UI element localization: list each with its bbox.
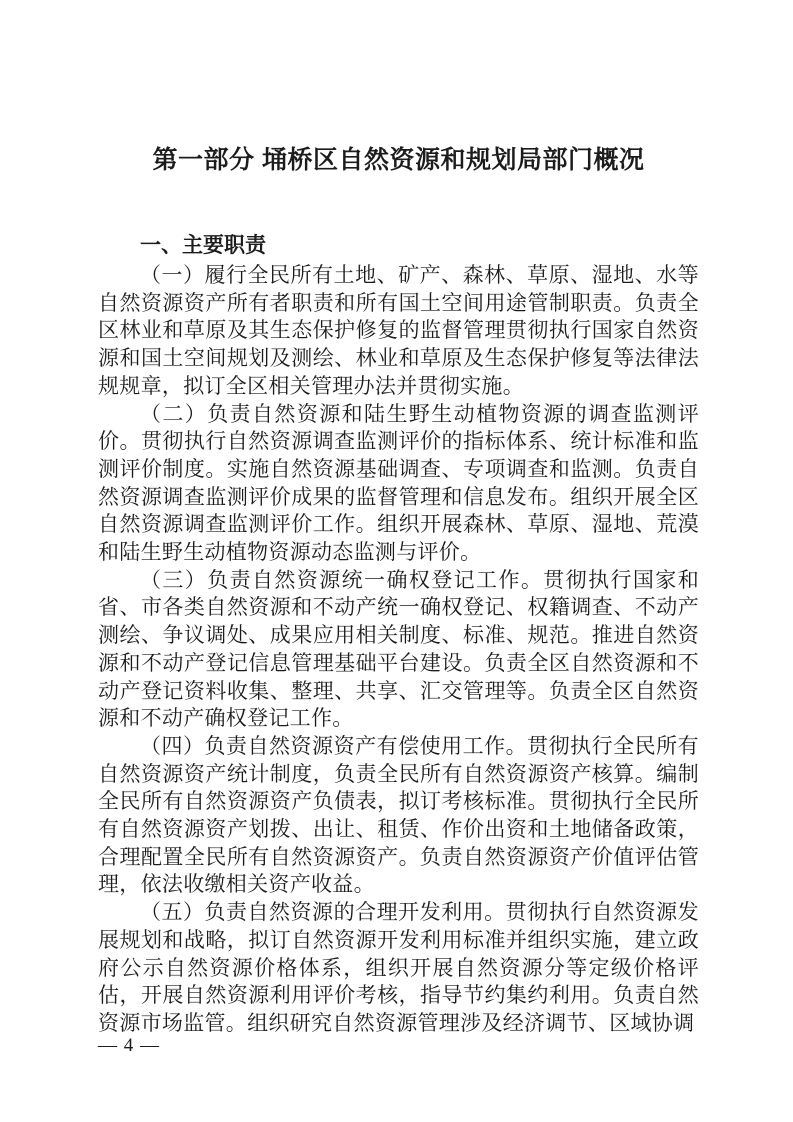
document-title: 第一部分 埇桥区自然资源和规划局部门概况 bbox=[152, 146, 645, 174]
paragraph-duty-5: （五）负责自然资源的合理开发利用。贯彻执行自然资源发展规划和战略，拟订自然资源开发利用标准并组织实施，建立政府公示自然资源价格体系，组织开展自然资源分等定级价格评估，开展自然资源利用评价考核，指导节约集约利用。负责自然资源市场监管。组织研究自然资源管理涉及经济调节、区域协调 bbox=[98, 900, 699, 1035]
paragraph-duty-3: （三）负责自然资源统一确权登记工作。贯彻执行国家和省、市各类自然资源和不动产统一确权登记、权籍调查、不动产测绘、争议调处、成果应用相关制度、标准、规范。推进自然资源和不动产登记信息管理基础平台建设。负责全区自然资源和不动产登记资料收集、整理、共享、汇交管理等。负责全区自然资源和不动产确权登记工作。 bbox=[98, 567, 699, 731]
section-heading-main-duties: 一、主要职责 bbox=[140, 234, 266, 257]
paragraph-duty-4: （四）负责自然资源资产有偿使用工作。贯彻执行全民所有自然资源资产统计制度，负责全民所有自然资源资产核算。编制全民所有自然资源资产负债表，拟订考核标准。贯彻执行全民所有自然资源资产划拨、出让、租赁、作价出资和土地储备政策，合理配置全民所有自然资源资产。负责自然资源资产价值评估管理，依法收缴相关资产收益。 bbox=[98, 733, 699, 897]
page-number: — 4 — bbox=[98, 1035, 160, 1056]
document-content bbox=[98, 140, 699, 1038]
paragraph-duty-1: （一）履行全民所有土地、矿产、森林、草原、湿地、水等自然资源资产所有者职责和所有国土空间用途管制职责。负责全区林业和草原及其生态保护修复的监督管理贯彻执行国家自然资源和国土空间规划及测绘、林业和草原及生态保护修复等法律法规规章，拟订全区相关管理办法并贯彻实施。 bbox=[98, 263, 699, 398]
paragraph-duty-2: （二）负责自然资源和陆生野生动植物资源的调查监测评价。贯彻执行自然资源调查监测评价的指标体系、统计标准和监测评价制度。实施自然资源基础调查、专项调查和监测。负责自然资源调查监测评价成果的监督管理和信息发布。组织开展全区自然资源调查监测评价工作。组织开展森林、草原、湿地、荒漠和陆生野生动植物资源动态监测与评价。 bbox=[98, 401, 699, 565]
